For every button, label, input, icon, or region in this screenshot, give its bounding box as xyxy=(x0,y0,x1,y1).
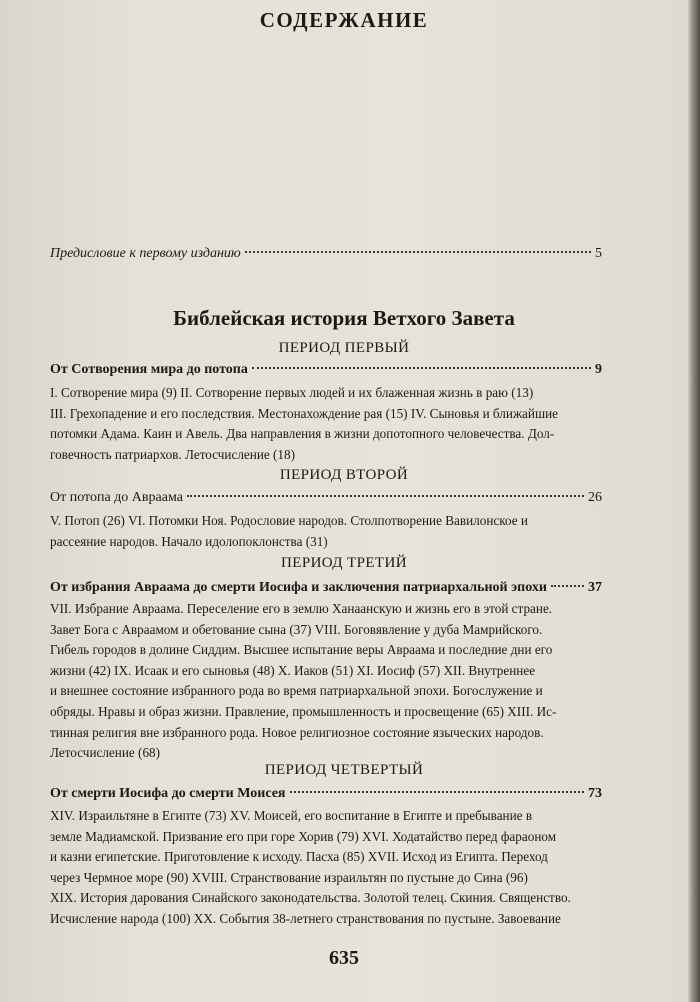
toc-entry-label: От смерти Иосифа до смерти Моисея xyxy=(50,786,286,801)
period-title: ПЕРИОД ЧЕТВЕРТЫЙ xyxy=(264,762,424,778)
toc-entry-page: 5 xyxy=(595,246,602,261)
chapter-line: XIV. Израильтяне в Египте (73) XV. Моисей, его воспитание в Египте и пребывание в xyxy=(50,808,533,823)
chapter-list xyxy=(50,511,622,552)
leader-dots xyxy=(252,367,591,369)
chapter-line: обряды. Нравы и образ жизни. Правление, промышленность и просвещение (65) XIII. Ис- xyxy=(50,703,557,719)
chapter-line: земле Мадиамской. Призвание его при горе Хорив (79) XVI. Ходатайство перед фараоном xyxy=(50,828,557,844)
chapter-line: потомки Адама. Каин и Авель. Два направления в жизни допотопного человечества. Дол- xyxy=(50,426,555,442)
toc-entry-page: 73 xyxy=(588,786,602,801)
chapter-line: XIX. История дарования Синайского законодательства. Золотой телец. Скиния. Священство. xyxy=(50,890,571,906)
toc-entry xyxy=(50,580,602,596)
toc-entry-preface xyxy=(50,246,602,262)
period-title: ПЕРИОД ПЕРВЫЙ xyxy=(278,340,410,356)
page-title: СОДЕРЖАНИЕ xyxy=(259,8,429,32)
toc-entry-page: 37 xyxy=(588,580,602,595)
chapter-line: Завет Бога с Авраамом и обетование сына (37) VIII. Боговявление у дуба Мамрийского. xyxy=(50,621,543,637)
chapter-line: рассеяние народов. Начало идолопоклонства (31) xyxy=(50,533,328,549)
chapter-line: и внешнее состояние избранного рода во время патриархальной эпохи. Богослужение и xyxy=(50,683,543,699)
page-number: 635 xyxy=(329,947,359,969)
toc-entry-page: 26 xyxy=(588,490,602,505)
toc-entry-page: 9 xyxy=(595,362,602,377)
chapter-line: тинная религия вне избранного рода. Новое религиозное состояние языческих народов. xyxy=(50,724,544,740)
period-title: ПЕРИОД ВТОРОЙ xyxy=(279,467,409,483)
toc-entry-label: От избрания Авраама до смерти Иосифа и заключения патриархальной эпохи xyxy=(50,580,547,595)
chapter-line: VII. Избрание Авраама. Переселение его в землю Ханаанскую и жизнь его в этой стране. xyxy=(50,601,553,616)
leader-dots xyxy=(290,791,585,793)
chapter-line: V. Потоп (26) VI. Потомки Ноя. Родословие народов. Столпотворение Вавилонское и xyxy=(50,513,528,528)
chapter-line: Гибель городов в долине Сиддим. Высшее испытание веры Авраама и последние дни его xyxy=(50,642,553,658)
section-heading: Библейская история Ветхого Завета xyxy=(173,306,515,330)
toc-entry-label: От Сотворения мира до потопа xyxy=(50,362,248,377)
leader-dots xyxy=(187,495,584,497)
chapter-list xyxy=(50,383,622,465)
toc-entry-label: Предисловие к первому изданию xyxy=(50,246,241,261)
chapter-line: и казни египетские. Приготовление к исходу. Пасха (85) XVII. Исход из Египта. Переход xyxy=(50,849,548,865)
leader-dots xyxy=(551,585,584,587)
leader-dots xyxy=(245,251,591,253)
toc-entry xyxy=(50,786,602,802)
toc-entry xyxy=(50,490,602,506)
chapter-line: Исчисление народа (100) XX. События 38-летнего странствования по пустыне. Завоевание xyxy=(50,910,561,926)
chapter-line: Летосчисление (68) xyxy=(50,745,161,761)
chapter-line: говечность патриархов. Летосчисление (18) xyxy=(50,446,296,462)
toc-entry xyxy=(50,362,602,378)
chapter-line: через Чермное море (90) XVIII. Странствование израильтян по пустыне до Сина (96) xyxy=(50,869,528,885)
chapter-line: III. Грехопадение и его последствия. Местонахождение рая (15) IV. Сыновья и ближайшие xyxy=(50,405,559,421)
page-edge xyxy=(688,0,700,1002)
chapter-line: жизни (42) IX. Исаак и его сыновья (48) X. Иаков (51) XI. Иосиф (57) XII. Внутреннее xyxy=(50,662,536,678)
chapter-list xyxy=(50,599,622,764)
toc-entry-label: От потопа до Авраама xyxy=(50,490,183,505)
period-title: ПЕРИОД ТРЕТИЙ xyxy=(281,555,407,571)
chapter-list xyxy=(50,806,622,930)
chapter-line: I. Сотворение мира (9) II. Сотворение первых людей и их блаженная жизнь в раю (13) xyxy=(50,385,534,400)
